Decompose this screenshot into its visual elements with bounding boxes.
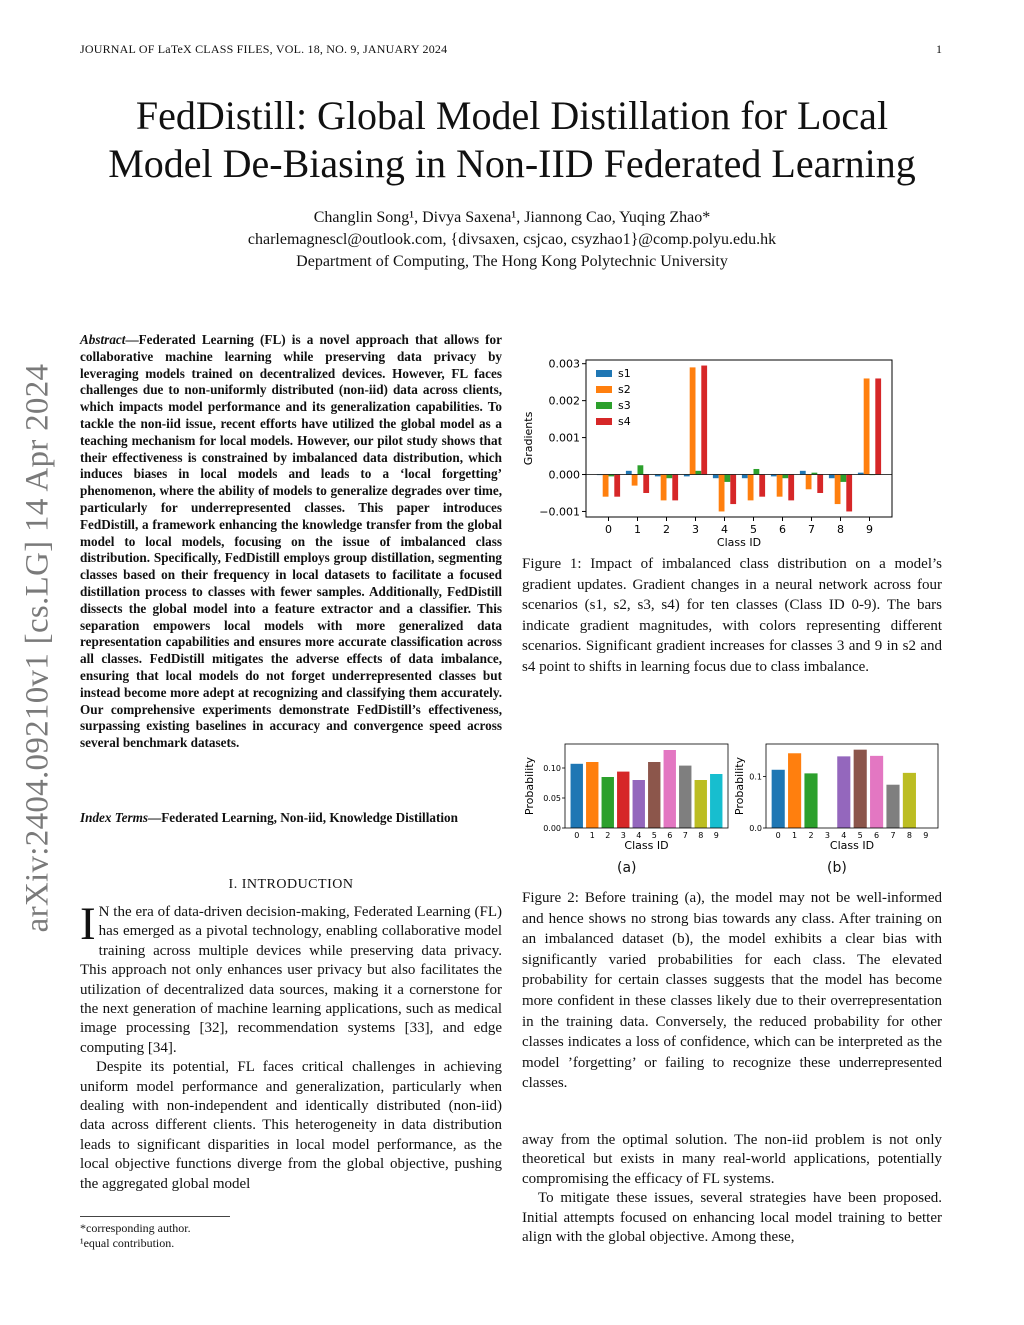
title-line-1: FedDistill: Global Model Distillation for Local (135, 93, 889, 138)
author-emails: charlemagnescl@outlook.com, {divsaxen, csjcao, csyzhao1}@comp.polyu.edu.hk (247, 231, 777, 248)
y-tick-label: −0.001 (539, 505, 580, 519)
bar-class-6 (870, 756, 883, 828)
x-tick-label: 7 (890, 831, 896, 840)
x-tick-label: 8 (906, 831, 912, 840)
bar-s4-class-9 (875, 378, 881, 474)
col2-paragraph-1: away from the optimal solution. The non-iid problem is not only theoretical but exists in many real-world applications, potentially compromising the efficacy of FL systems. (522, 1132, 942, 1187)
legend-swatch-s4 (596, 418, 612, 425)
bar-class-5 (854, 750, 867, 828)
abstract (80, 332, 502, 752)
bar-class-6 (664, 750, 676, 828)
y-tick-label: 0.05 (543, 794, 561, 803)
y-tick-label: 0.002 (548, 394, 580, 408)
drop-cap: I (80, 898, 96, 950)
author-names: Changlin Song¹, Divya Saxena¹, Jiannong Cao, Yuqing Zhao* (313, 209, 711, 226)
x-tick-label: 1 (589, 831, 595, 840)
figure-1-chart (518, 352, 898, 552)
bar-s4-class-1 (643, 475, 649, 493)
y-tick-label: 0.1 (749, 772, 762, 782)
bar-class-1 (586, 762, 598, 828)
legend-swatch-s1 (596, 370, 612, 377)
x-tick-label: 9 (923, 831, 929, 840)
x-tick-label: 9 (866, 523, 873, 536)
x-tick-label: 5 (857, 831, 863, 840)
page-number: 1 (936, 42, 942, 56)
x-axis-label: Class ID (829, 839, 875, 852)
bar-s2-class-2 (661, 475, 667, 501)
index-terms-label: Index Terms (80, 810, 149, 825)
figure-2b-chart (732, 738, 944, 853)
x-axis-label: Class ID (624, 839, 669, 852)
y-axis-label: Gradients (522, 411, 535, 466)
x-tick-label: 2 (663, 523, 670, 536)
x-tick-label: 8 (837, 523, 844, 536)
intro-p1-text: N the era of data-driven decision-making, Federated Learning (FL) has emerged as a pivotal technology, enabling collaborative model training across multiple devices while preserving data privacy. This approach not only enhances user privacy but also facilitates the utilization of decentralized data sources, making it a cornerstone for the next generation of machine learning applications, such as medical image processing [32], recommendation systems [33], and edge computing [34]. (80, 904, 502, 1056)
bar-class-0 (772, 770, 785, 828)
bar-class-8 (903, 773, 916, 828)
y-tick-label: 0.00 (543, 824, 561, 833)
bar-class-4 (837, 756, 850, 828)
figure-2a-chart (522, 738, 732, 853)
bar-s2-class-6 (777, 475, 783, 497)
bar-class-7 (886, 785, 899, 828)
bar-s2-class-4 (719, 475, 725, 512)
x-tick-label: 6 (779, 523, 786, 536)
abstract-label: Abstract (80, 332, 126, 347)
bar-class-2 (602, 777, 614, 828)
figure-2-caption: Figure 2: Before training (a), the model may not be well-informed and hence shows no strong bias towards any class. After training on an imbalanced dataset (b), the model exhibits a clear bias with significantly varied probabilities for each class. The elevated probability for certain classes suggests that the model has become more confident in these classes likely due to their overrepresentation in the training data. Conversely, the reduced probability for other classes indicates a loss of confidence, which can be interpreted as the model ’forgetting’ or failing to recognize these underrepresented classes. (522, 890, 942, 1092)
figure-2a-plot (523, 744, 728, 852)
x-tick-label: 2 (605, 831, 611, 840)
x-tick-label: 3 (824, 831, 830, 840)
x-tick-label: 5 (651, 831, 657, 840)
y-axis-label: Probability (523, 756, 536, 816)
bar-s2-class-3 (690, 367, 696, 474)
x-tick-label: 8 (698, 831, 704, 840)
bar-s2-class-0 (603, 475, 609, 497)
x-tick-label: 6 (874, 831, 880, 840)
x-tick-label: 2 (808, 831, 814, 840)
x-tick-label: 4 (841, 831, 847, 840)
bar-class-8 (695, 780, 707, 828)
x-tick-label: 3 (692, 523, 699, 536)
paper-title (40, 92, 984, 188)
y-axis-label: Probability (733, 756, 746, 816)
arxiv-id: arXiv:2404.09210v1 [cs.LG] 14 Apr 2024 (19, 363, 56, 933)
y-tick-label: 0.001 (548, 431, 580, 445)
column-2-text (522, 1131, 942, 1247)
y-tick-label: 0.10 (543, 764, 561, 773)
plot-frame (586, 360, 892, 517)
bar-class-9 (710, 774, 722, 828)
x-tick-label: 0 (574, 831, 580, 840)
bar-s4-class-8 (846, 475, 852, 512)
bar-class-2 (804, 773, 817, 828)
legend-label-s1: s1 (618, 367, 631, 380)
figure-2b-plot (733, 744, 938, 852)
bar-s4-class-3 (701, 366, 707, 475)
figure-2b-label: (b) (827, 860, 847, 876)
y-tick-label: 0.003 (548, 357, 580, 371)
bar-s2-class-9 (864, 378, 870, 474)
bar-class-3 (617, 772, 629, 828)
x-tick-label: 3 (620, 831, 626, 840)
bar-s4-class-6 (788, 475, 794, 501)
arxiv-stamp (18, 348, 58, 948)
bar-s3-class-3 (696, 471, 702, 475)
legend-label-s2: s2 (618, 383, 631, 396)
running-header: JOURNAL OF LaTeX CLASS FILES, VOL. 18, NO. 9, JANUARY 2024 (80, 42, 448, 56)
x-axis-label: Class ID (716, 536, 762, 549)
bar-s4-class-7 (817, 475, 823, 493)
x-tick-label: 5 (750, 523, 757, 536)
bar-class-5 (648, 762, 660, 828)
index-terms-text: —Federated Learning, Non-iid, Knowledge Distillation (148, 810, 458, 825)
bar-s1-class-5 (742, 475, 748, 479)
title-line-2: Model De-Biasing in Non-IID Federated Learning (108, 141, 916, 186)
x-tick-label: 9 (713, 831, 719, 840)
index-terms (80, 810, 502, 827)
x-tick-label: 6 (667, 831, 673, 840)
bar-s2-class-7 (806, 475, 812, 490)
bar-s4-class-2 (672, 475, 678, 501)
bar-s1-class-1 (626, 471, 632, 475)
x-tick-label: 4 (636, 831, 642, 840)
x-tick-label: 7 (808, 523, 815, 536)
legend-swatch-s2 (596, 386, 612, 393)
bar-class-0 (571, 764, 583, 828)
bar-s2-class-5 (748, 475, 754, 501)
intro-paragraph-2: Despite its potential, FL faces critical challenges in achieving uniform model performance and generalization, particularly when dealing with non-independent and identically distributed (non-iid) data across different clients. This heterogeneity in data distribution leads to significant disparities in local model performance, as the local objective functions diverge from the global objective, pushing the aggregated global model (80, 1059, 502, 1192)
col2-paragraph-2: To mitigate these issues, several strategies have been proposed. Initial attempts focused on enhancing local model training to better align with the global objective. Among these, (522, 1190, 942, 1246)
x-tick-label: 4 (721, 523, 728, 536)
footnote-rule (80, 1216, 230, 1217)
author-affiliation: Department of Computing, The Hong Kong Polytechnic University (296, 253, 728, 270)
bar-class-1 (788, 753, 801, 828)
bar-s3-class-4 (725, 475, 731, 482)
legend-label-s3: s3 (618, 399, 631, 412)
x-tick-label: 0 (605, 523, 612, 536)
y-tick-label: 0.000 (548, 468, 580, 482)
bar-s1-class-8 (829, 475, 835, 479)
intro-paragraph-1 (80, 898, 502, 1058)
bar-class-7 (679, 766, 691, 828)
figure-2a-label: (a) (617, 860, 637, 876)
abstract-text: —Federated Learning (FL) is a novel approach that allows for collaborative machine learning while preserving data privacy by leveraging models trained on decentralized devices. However, FL faces challenges due to non-uniformly distributed (non-iid) data across clients, which impacts model performance and its generalization capabilities. To tackle the non-iid issue, recent efforts have utilized the global model as a teaching mechanism for local models. However, our pilot study shows that their effectiveness is constrained by imbalanced data distribution, which induces biases in local models and leads to a ‘local forgetting’ phenomenon, where the ability of models to generalize degrades over time, particularly for underrepresented classes. This paper introduces FedDistill, a framework enhancing the knowledge transfer from the global model to local models, focusing on the issue of imbalanced class distribution. Specifically, FedDistill employs group distillation, segmenting classes based on their frequency in local datasets to facilitate a focused distillation process to classes with fewer samples. Additionally, FedDistill dissects the global model into a feature extractor and a classifier. This separation empowers local models with more generalized data representation capabilities and ensures more accurate classification across all classes. FedDistill mitigates the adverse effects of data imbalance, ensuring that local models do not forget underrepresented classes but instead become more adept at recognizing and classifying them accurately. Our comprehensive experiments demonstrate FedDistill’s effectiveness, surpassing existing baselines in accuracy and convergence speed across several benchmark datasets. (80, 332, 502, 751)
bar-s3-class-1 (638, 465, 644, 474)
footnote-equal: ¹equal contribution. (80, 1236, 175, 1250)
x-tick-label: 7 (682, 831, 688, 840)
bar-s3-class-6 (783, 475, 789, 479)
bar-s3-class-2 (667, 475, 673, 479)
bar-s1-class-7 (800, 471, 806, 475)
bar-s2-class-8 (835, 475, 841, 505)
x-tick-label: 1 (792, 831, 798, 840)
y-tick-label: 0.0 (749, 824, 762, 833)
bar-s4-class-4 (730, 475, 736, 505)
legend-swatch-s3 (596, 402, 612, 409)
bar-s1-class-4 (713, 475, 719, 479)
x-tick-label: 0 (775, 831, 781, 840)
bar-s3-class-5 (754, 469, 760, 475)
bar-s4-class-0 (614, 475, 620, 497)
section-heading: I. INTRODUCTION (228, 877, 354, 892)
bar-s4-class-5 (759, 475, 765, 497)
bar-s2-class-1 (632, 475, 638, 486)
footnotes (80, 1221, 502, 1251)
author-block (40, 207, 984, 273)
introduction-text (80, 898, 502, 1194)
legend-label-s4: s4 (618, 415, 631, 428)
x-tick-label: 1 (634, 523, 641, 536)
bar-class-4 (633, 780, 645, 828)
bar-s3-class-8 (841, 475, 847, 482)
footnote-corresponding: *corresponding author. (80, 1221, 191, 1235)
figure-1-caption: Figure 1: Impact of imbalanced class distribution on a model’s gradient updates. Gradient changes in a neural network across four scenarios (s1, s2, s3, s4) for ten classes (Class ID 0-9). The bars indicate gradient magnitudes, with colors representing different scenarios. Significant gradient increases for classes 3 and 9 in s2 and s4 point to shifts in learning focus due to class imbalance. (522, 556, 942, 675)
figure-1-plot (522, 358, 892, 549)
